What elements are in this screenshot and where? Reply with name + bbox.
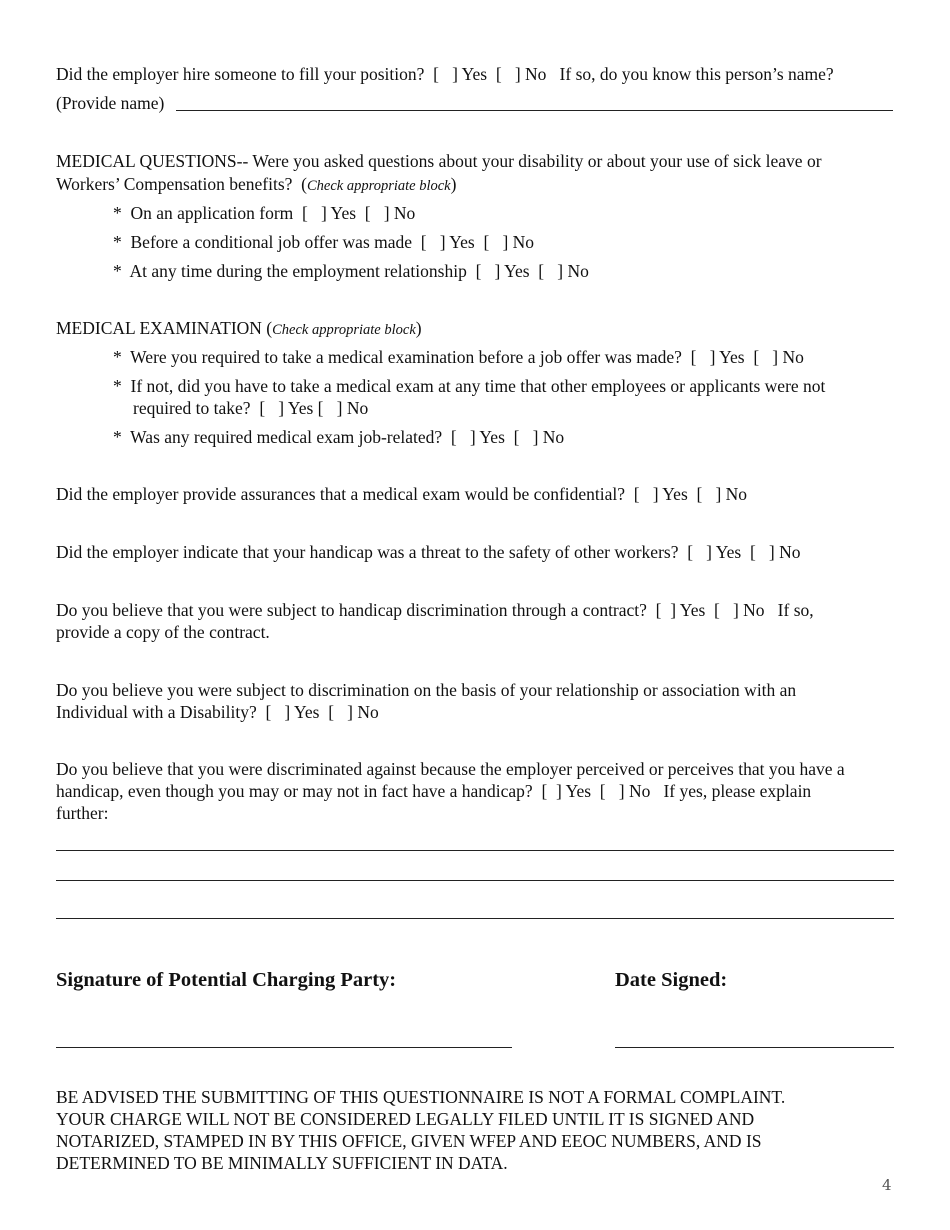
signature-field[interactable] — [56, 1047, 512, 1048]
advisory-line-4: DETERMINED TO BE MINIMALLY SUFFICIENT IN DATA. — [56, 1153, 508, 1173]
explain-line-1[interactable] — [56, 850, 894, 851]
question-perceived-cont2: further: — [56, 803, 109, 823]
question-association-cont: Individual with a Disability? [ ] Yes [ ] No — [56, 702, 379, 722]
me-close: ) — [415, 318, 422, 338]
mq-item-before-offer: * Before a conditional job offer was made [ ] Yes [ ] No — [113, 232, 535, 252]
date-signed-label: Date Signed: — [615, 969, 728, 991]
explain-line-3[interactable] — [56, 918, 894, 919]
mq-hint: Check appropriate block — [306, 178, 451, 194]
provide-name-label: (Provide name) — [56, 93, 165, 113]
medical-questions-line2 — [56, 173, 456, 197]
question-perceived-cont: handicap, even though you may or may not in fact have a handicap? [ ] Yes [ ] No If yes, please explain — [56, 781, 812, 801]
page-number: 4 — [882, 1176, 892, 1194]
advisory-line-3: NOTARIZED, STAMPED IN BY THIS OFFICE, GIVEN WFEP AND EEOC NUMBERS, AND IS — [56, 1131, 762, 1151]
me-hint: Check appropriate block — [272, 322, 416, 338]
question-association: Do you believe you were subject to discrimination on the basis of your relationship or association with an — [56, 680, 797, 700]
explain-line-2[interactable] — [56, 880, 894, 881]
medical-questions-heading: MEDICAL QUESTIONS-- Were you asked questions about your disability or about your use of sick leave or — [56, 151, 822, 171]
question-contract-cont: provide a copy of the contract. — [56, 622, 270, 642]
date-signed-field[interactable] — [615, 1047, 894, 1048]
me-item-job-related: * Was any required medical exam job-related? [ ] Yes [ ] No — [113, 427, 565, 447]
signature-label: Signature of Potential Charging Party: — [56, 969, 397, 991]
me-item-other-employees-cont: required to take? [ ] Yes [ ] No — [133, 398, 369, 418]
question-safety-threat: Did the employer indicate that your handicap was a threat to the safety of other workers? [ ] Yes [ ] No — [56, 542, 801, 562]
advisory-line-1: BE ADVISED THE SUBMITTING OF THIS QUESTIONNAIRE IS NOT A FORMAL COMPLAINT. — [56, 1087, 786, 1107]
me-title: MEDICAL EXAMINATION ( — [56, 318, 273, 338]
provide-name-field[interactable] — [176, 110, 893, 111]
advisory-line-2: YOUR CHARGE WILL NOT BE CONSIDERED LEGALLY FILED UNTIL IT IS SIGNED AND — [56, 1109, 755, 1129]
mq-item-any-time: * At any time during the employment relationship [ ] Yes [ ] No — [113, 261, 589, 281]
question-perceived: Do you believe that you were discriminated against because the employer perceived or perceives that you have a — [56, 759, 845, 779]
question-hire-replacement: Did the employer hire someone to fill your position? [ ] Yes [ ] No If so, do you know this person’s name? — [56, 64, 834, 84]
mq-text: Workers’ Compensation benefits? ( — [56, 174, 307, 194]
mq-item-application: * On an application form [ ] Yes [ ] No — [113, 203, 416, 223]
mq-close: ) — [450, 174, 457, 194]
question-contract: Do you believe that you were subject to handicap discrimination through a contract? [ ] Yes [ ] No If so, — [56, 600, 814, 620]
question-confidential: Did the employer provide assurances that a medical exam would be confidential? [ ] Yes [ ] No — [56, 484, 748, 504]
me-item-before-offer: * Were you required to take a medical examination before a job offer was made? [ ] Yes [ ] No — [113, 347, 804, 367]
medical-exam-heading — [56, 317, 422, 341]
me-item-other-employees: * If not, did you have to take a medical exam at any time that other employees or applicants were not — [113, 376, 826, 396]
